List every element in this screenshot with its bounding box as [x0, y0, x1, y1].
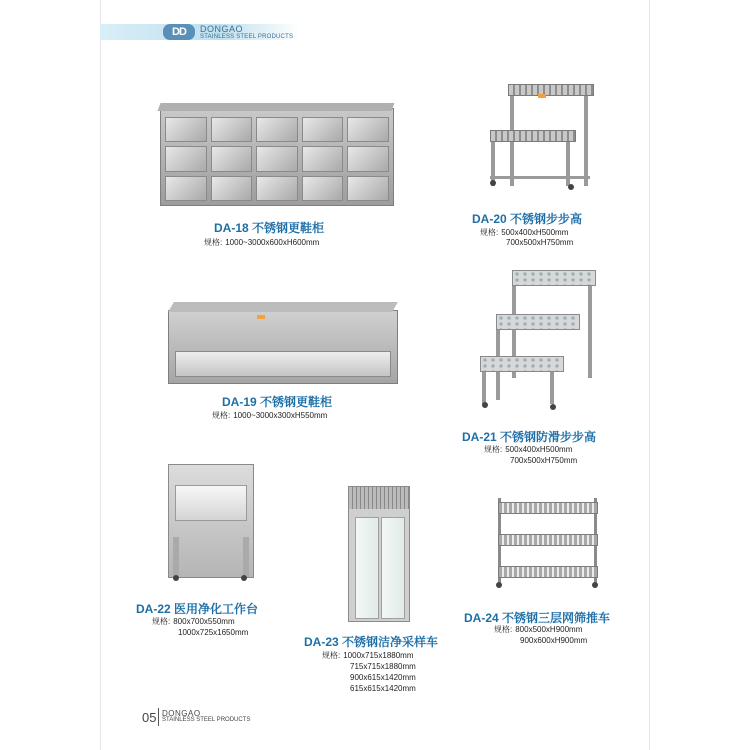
product-spec-da19 — [212, 410, 327, 421]
spec-value: 500x400xH500mm — [501, 228, 569, 237]
spec-label: 规格: — [494, 625, 513, 634]
product-image-da19 — [168, 310, 398, 384]
header-brand-sub: STAINLESS STEEL PRODUCTS — [200, 34, 294, 40]
footer-brand-sub: STAINLESS STEEL PRODUCTS — [162, 717, 251, 723]
header-brand: DONGAO — [200, 24, 244, 34]
spec-label: 规格: — [480, 228, 499, 237]
spec-label: 规格: — [484, 445, 503, 454]
product-image-da20 — [488, 84, 598, 194]
cabinet-compartments — [165, 117, 389, 201]
cabinet-open-shelf — [175, 351, 391, 377]
product-image-da22 — [168, 464, 254, 578]
product-title-da23: DA-23 不锈钢洁净采样车 — [304, 635, 439, 649]
product-spec-da20-2: 700x500xH750mm — [506, 238, 574, 247]
trolley-shelf-bottom — [498, 566, 598, 578]
spec-label: 规格: — [204, 238, 223, 247]
product-title-da19: DA-19 不锈钢更鞋柜 — [222, 395, 333, 409]
product-spec-da23-2: 715x715x1880mm — [350, 662, 416, 671]
product-spec-da24 — [494, 624, 582, 635]
spec-value: 1000~3000x300xH550mm — [233, 411, 328, 420]
product-spec-da22-2: 1000x725x1650mm — [178, 628, 249, 637]
spec-value: 1000~3000x600xH600mm — [225, 238, 320, 247]
product-title-da22: DA-22 医用净化工作台 — [136, 602, 259, 616]
brand-logo: DD — [163, 24, 195, 40]
product-title-da18: DA-18 不锈钢更鞋柜 — [214, 221, 325, 235]
spec-label: 规格: — [322, 651, 341, 660]
trolley-shelf-top — [498, 502, 598, 514]
product-title-da20: DA-20 不锈钢步步高 — [472, 212, 583, 226]
spec-label: 规格: — [152, 617, 171, 626]
workbench-hood — [175, 485, 247, 521]
product-image-da18 — [160, 108, 394, 206]
product-spec-da24-2: 900x600xH900mm — [520, 636, 588, 645]
page-number: 05 — [142, 710, 157, 725]
product-spec-da21-2: 700x500xH750mm — [510, 456, 578, 465]
product-image-da21 — [480, 270, 596, 410]
spec-value: 1000x715x1880mm — [343, 651, 414, 660]
product-spec-da21 — [484, 444, 572, 455]
cabinet-top — [168, 302, 398, 312]
product-spec-da23-3: 900x615x1420mm — [350, 673, 416, 682]
cart-glass-left — [355, 517, 379, 619]
trolley-shelf-middle — [498, 534, 598, 546]
product-spec-da23 — [322, 650, 414, 661]
product-spec-da18 — [204, 237, 319, 248]
cabinet-top — [158, 103, 395, 111]
product-title-da24: DA-24 不锈钢三层网筛推车 — [464, 611, 611, 625]
spec-label: 规格: — [212, 411, 231, 420]
product-spec-da23-4: 615x615x1420mm — [350, 684, 416, 693]
spec-value: 800x700x550mm — [173, 617, 235, 626]
spec-value: 500x400xH500mm — [505, 445, 573, 454]
product-title-da21: DA-21 不锈钢防滑步步高 — [462, 430, 597, 444]
spec-value: 800x500xH900mm — [515, 625, 583, 634]
footer-brand: DONGAO — [162, 709, 201, 718]
product-image-da23 — [348, 486, 410, 622]
footer-divider — [158, 708, 159, 726]
product-spec-da22 — [152, 616, 235, 627]
product-image-da24 — [494, 494, 602, 590]
cart-glass-right — [381, 517, 405, 619]
cart-filter-head — [349, 487, 409, 509]
